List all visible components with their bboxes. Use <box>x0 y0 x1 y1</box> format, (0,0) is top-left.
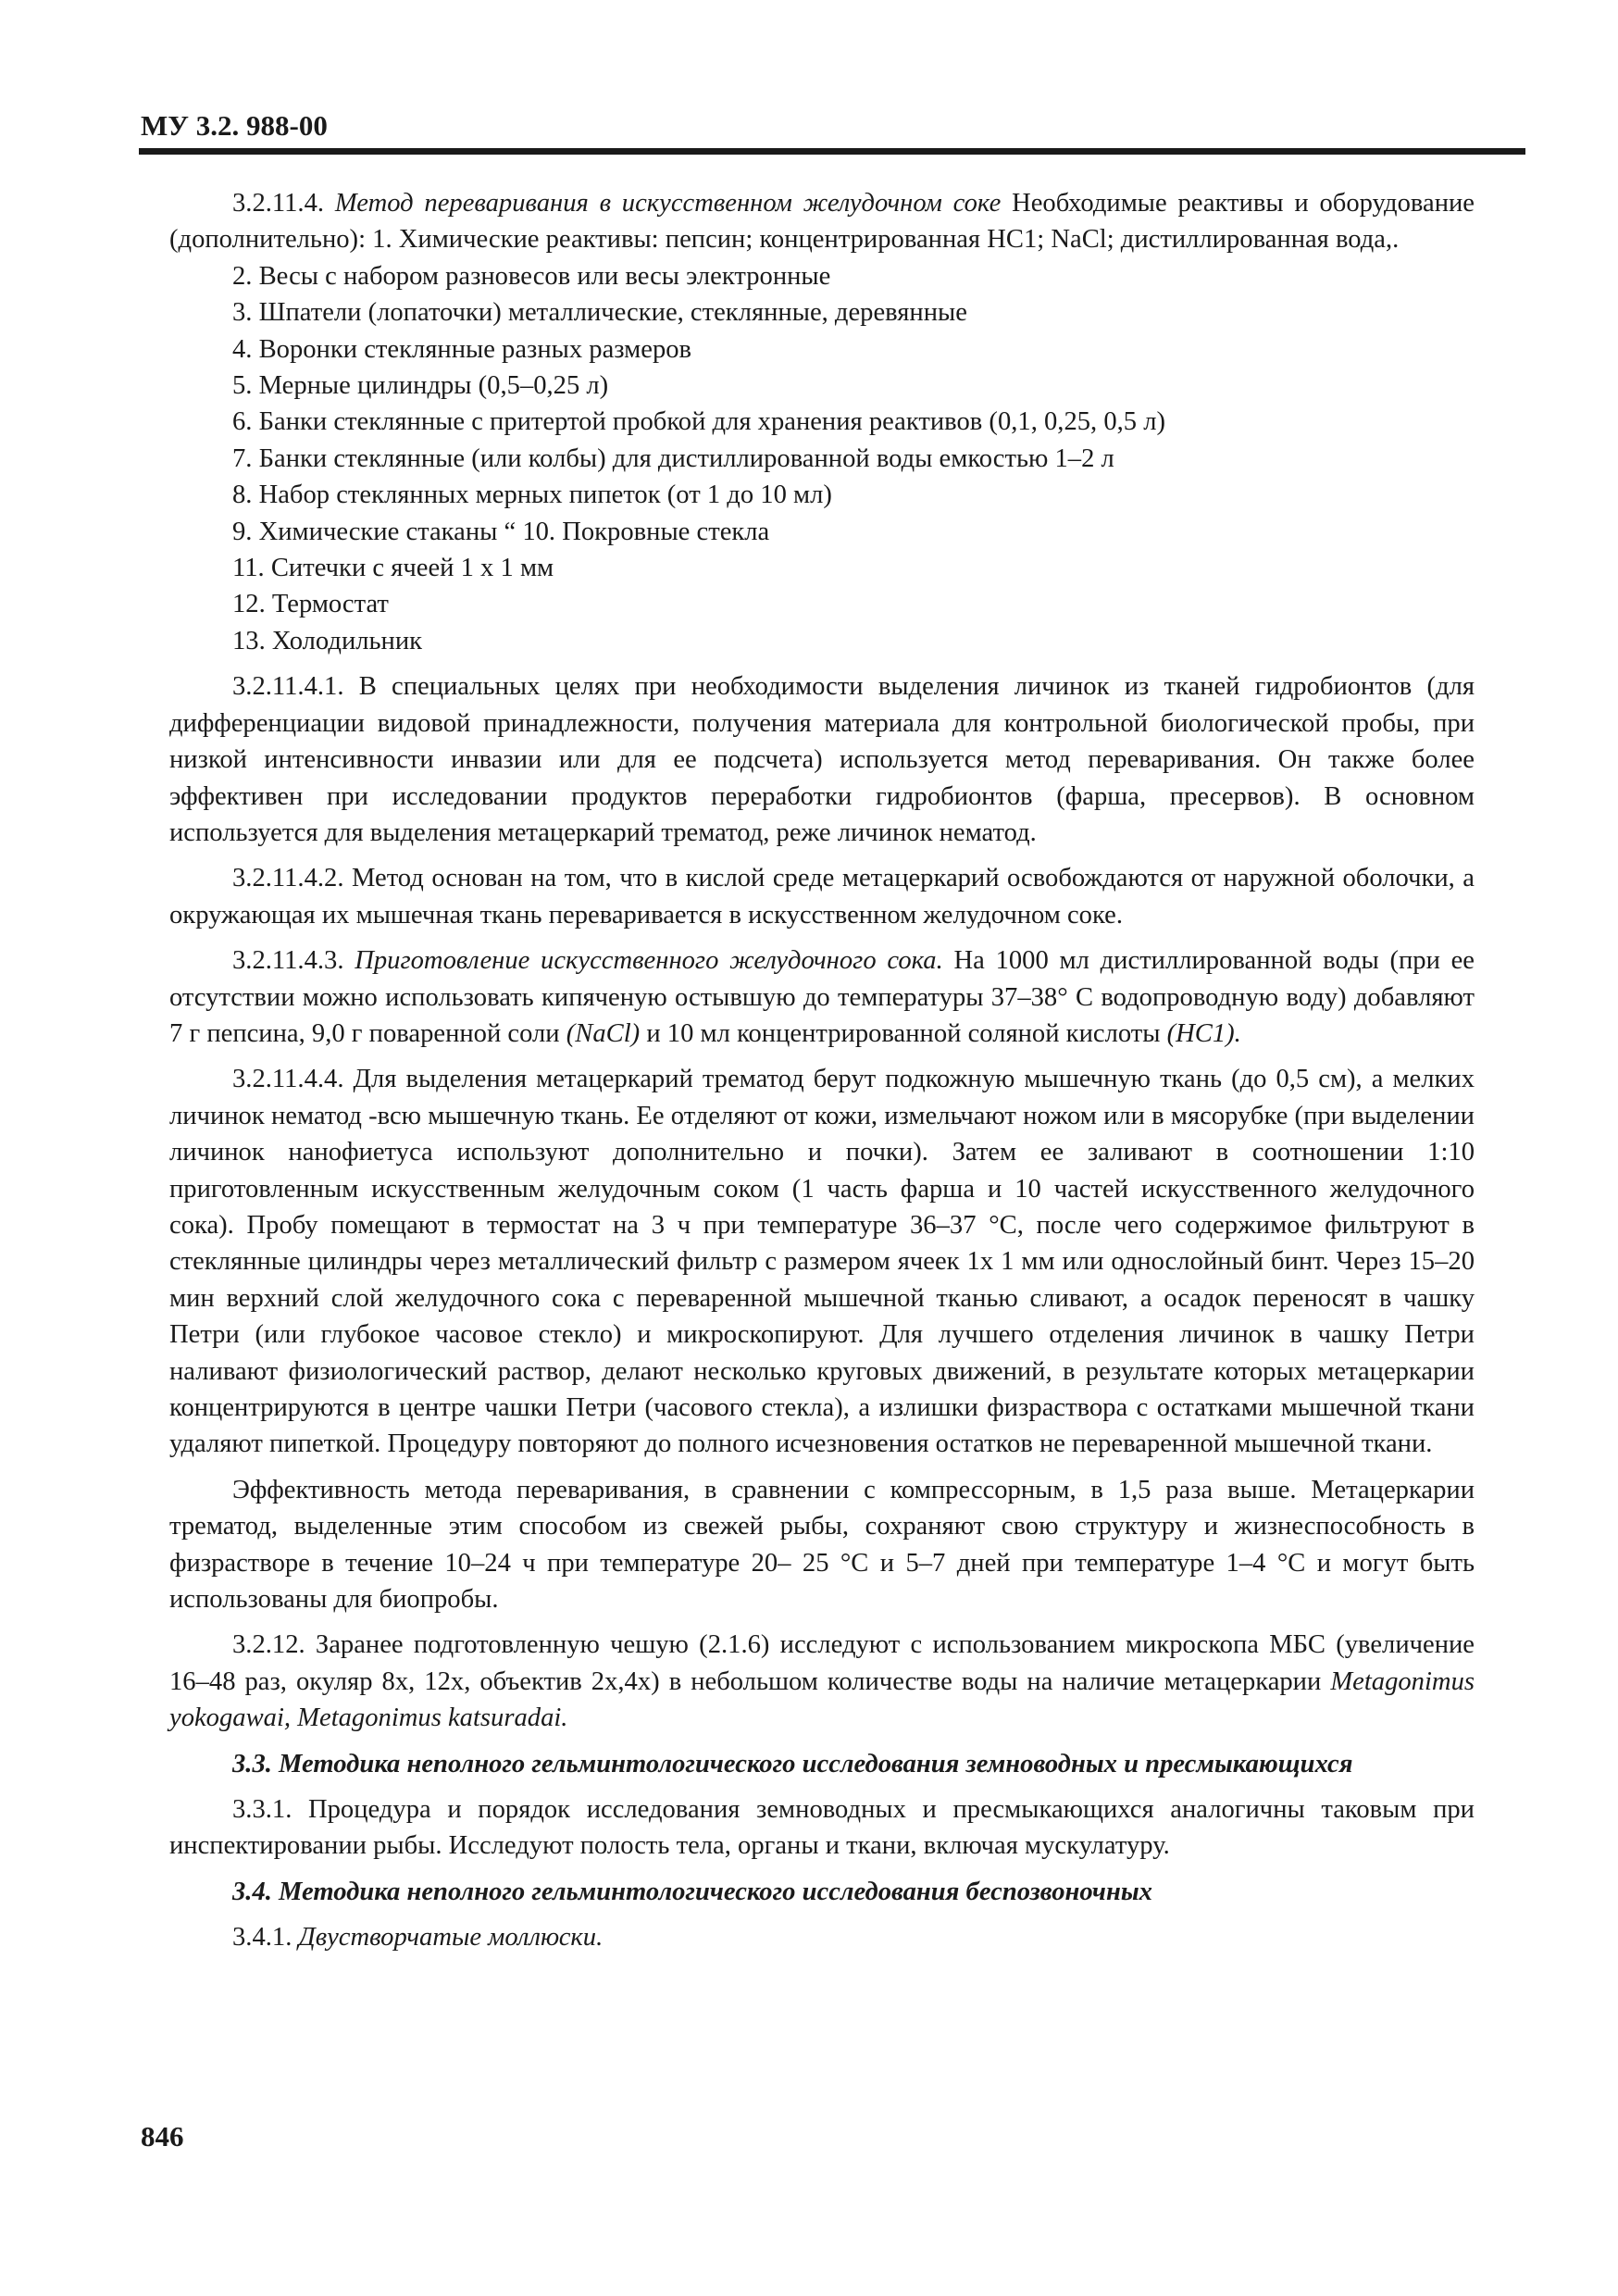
paragraph-number: 3.4.1. <box>232 1923 292 1953</box>
header-rule <box>139 148 1525 155</box>
section-intro-text: Необходимые реактивы и оборудование (дополнительно): 1. Химические реактивы: пепсин; концентрированная HC1; NaCl; дистиллированная вода,. <box>169 189 1475 255</box>
hcl-formula: (HC1). <box>1166 1018 1241 1048</box>
list-item: 2. Весы с набором разновесов или весы электронные <box>232 261 831 291</box>
page-number: 846 <box>141 2120 184 2152</box>
section-3-3-heading: 3.3. Методика неполного гельминтологического исследования земноводных и пресмыкающихся <box>232 1749 1353 1778</box>
paragraph-text: и 10 мл концентрированной соляной кислоты <box>646 1018 1161 1048</box>
page-content <box>169 185 1475 1965</box>
paragraph-3-2-11-4-4: 3.2.11.4.4. Для выделения метацеркарий трематод берут подкожную мышечную ткань (до 0,5 см), а мелких личинок нематод -всю мышечную ткань. Ее отделяют от кожи, измельчают ножом или в мясорубке (при выделении личинок нанофиетуса используют дополнительно и почки). Затем ее заливают в соотношении 1:10 приготовленным искусственным желудочным соком (1 часть фарша и 10 частей искусственного желудочного сока). Пробу помещают в термостат на 3 ч при температуре 36–37 °С, после чего содержимое фильтруют в стеклянные цилиндры через металлический фильтр с размером ячеек 1х 1 мм или однослойный бинт. Через 15–20 мин верхний слой желудочного сока с переваренной мышечной тканью сливают, а осадок переносят в чашку Петри (или глубокое часовое стекло) и микроскопируют. Для лучшего отделения личинок в чашку Петри наливают физиологический раствор, делают несколько круговых движений, в результате которых метацеркарии концентрируются в центре чашки Петри (часового стекла), а излишки физраствора с остатками мышечной ткани удаляют пипеткой. Процедуру повторяют до полного исчезновения остатков не переваренной мышечной ткани. <box>169 1065 1475 1459</box>
list-item: 8. Набор стеклянных мерных пипеток (от 1 до 10 мл) <box>232 480 832 510</box>
list-item: 6. Банки стеклянные с притертой пробкой для хранения реактивов (0,1, 0,25, 0,5 л) <box>232 407 1166 437</box>
equipment-list <box>169 258 1475 659</box>
list-item: 13. Холодильник <box>232 626 423 655</box>
list-item: 11. Ситечки с ячеей 1 х 1 мм <box>232 554 554 583</box>
section-3-4-heading: 3.4. Методика неполного гельминтологического исследования беспозвоночных <box>232 1877 1152 1906</box>
paragraph-3-2-11-4-2: 3.2.11.4.2. Метод основан на том, что в кислой среде метацеркарий освобождаются от наружной оболочки, а окружающая их мышечная ткань переваривается в искусственном желудочном соке. <box>169 864 1475 930</box>
paragraph-title: Двустворчатые моллюски. <box>298 1923 604 1953</box>
paragraph-3-2-12 <box>169 1627 1475 1736</box>
section-title: Метод переваривания в искусственном желудочном соке <box>334 189 1002 218</box>
paragraph-efficiency: Эффективность метода переваривания, в сравнении с компрессорным, в 1,5 раза выше. Метацеркарии трематод, выделенные этим способом из свежей рыбы, сохраняют свою структуру и жизнеспособность в физрастворе в течение 10–24 ч при температуре 20– 25 °С и 5–7 дней при температуре 1–4 °С и могут быть использованы для биопробы. <box>169 1475 1475 1615</box>
list-item: 9. Химические стаканы “ 10. Покровные стекла <box>232 517 770 546</box>
paragraph-text: На 1000 мл дистиллированной воды (при ее отсутствии можно использовать кипяченую остывшую до температуры 37–38° С водопроводную воду) добавляют 7 г пепсина, 9,0 г поваренной соли <box>169 946 1475 1048</box>
paragraph-3-4-1 <box>169 1919 1475 1955</box>
list-item: 7. Банки стеклянные (или колбы) для дистиллированной воды емкостью 1–2 л <box>232 443 1114 473</box>
list-item: 5. Мерные цилиндры (0,5–0,25 л) <box>232 371 609 401</box>
list-item: 3. Шпатели (лопаточки) металлические, стеклянные, деревянные <box>232 298 967 328</box>
list-item: 4. Воронки стеклянные разных размеров <box>232 334 692 364</box>
species-names: Metagonimus yokogawai, Metagonimus katsuradai. <box>169 1666 1475 1733</box>
section-3-2-11-4-intro <box>169 185 1475 258</box>
paragraph-number: 3.2.11.4.3. <box>232 946 344 976</box>
nacl-formula: (NaCl) <box>566 1018 641 1048</box>
section-number: 3.2.11.4. <box>232 189 325 218</box>
document-code-header: МУ 3.2. 988-00 <box>141 109 328 142</box>
paragraph-3-3-1: 3.3.1. Процедура и порядок исследования земноводных и пресмыкающихся аналогичны таковым при инспектировании рыбы. Исследуют полость тела, органы и ткани, включая мускулатуру. <box>169 1795 1475 1861</box>
paragraph-text: 3.2.12. Заранее подготовленную чешую (2.1.6) исследуют с использованием микроскопа МБС (увеличение 16–48 раз, окуляр 8х, 12х, объектив 2х,4х) в небольшом количестве воды на наличие метацеркарии <box>169 1630 1475 1696</box>
paragraph-title: Приготовление искусственного желудочного сока. <box>355 946 943 976</box>
paragraph-3-2-11-4-3 <box>169 942 1475 1052</box>
paragraph-3-2-11-4-1: 3.2.11.4.1. В специальных целях при необходимости выделения личинок из тканей гидробионтов (для дифференциации видовой принадлежности, получения материала для контрольной биологической пробы, при низкой интенсивности инвазии или для ее подсчета) используется метод переваривания. Он также более эффективен при исследовании продуктов переработки гидробионтов (фарша, пресервов). В основном используется для выделения метацеркарий трематод, реже личинок нематод. <box>169 672 1475 847</box>
list-item: 12. Термостат <box>232 590 389 619</box>
